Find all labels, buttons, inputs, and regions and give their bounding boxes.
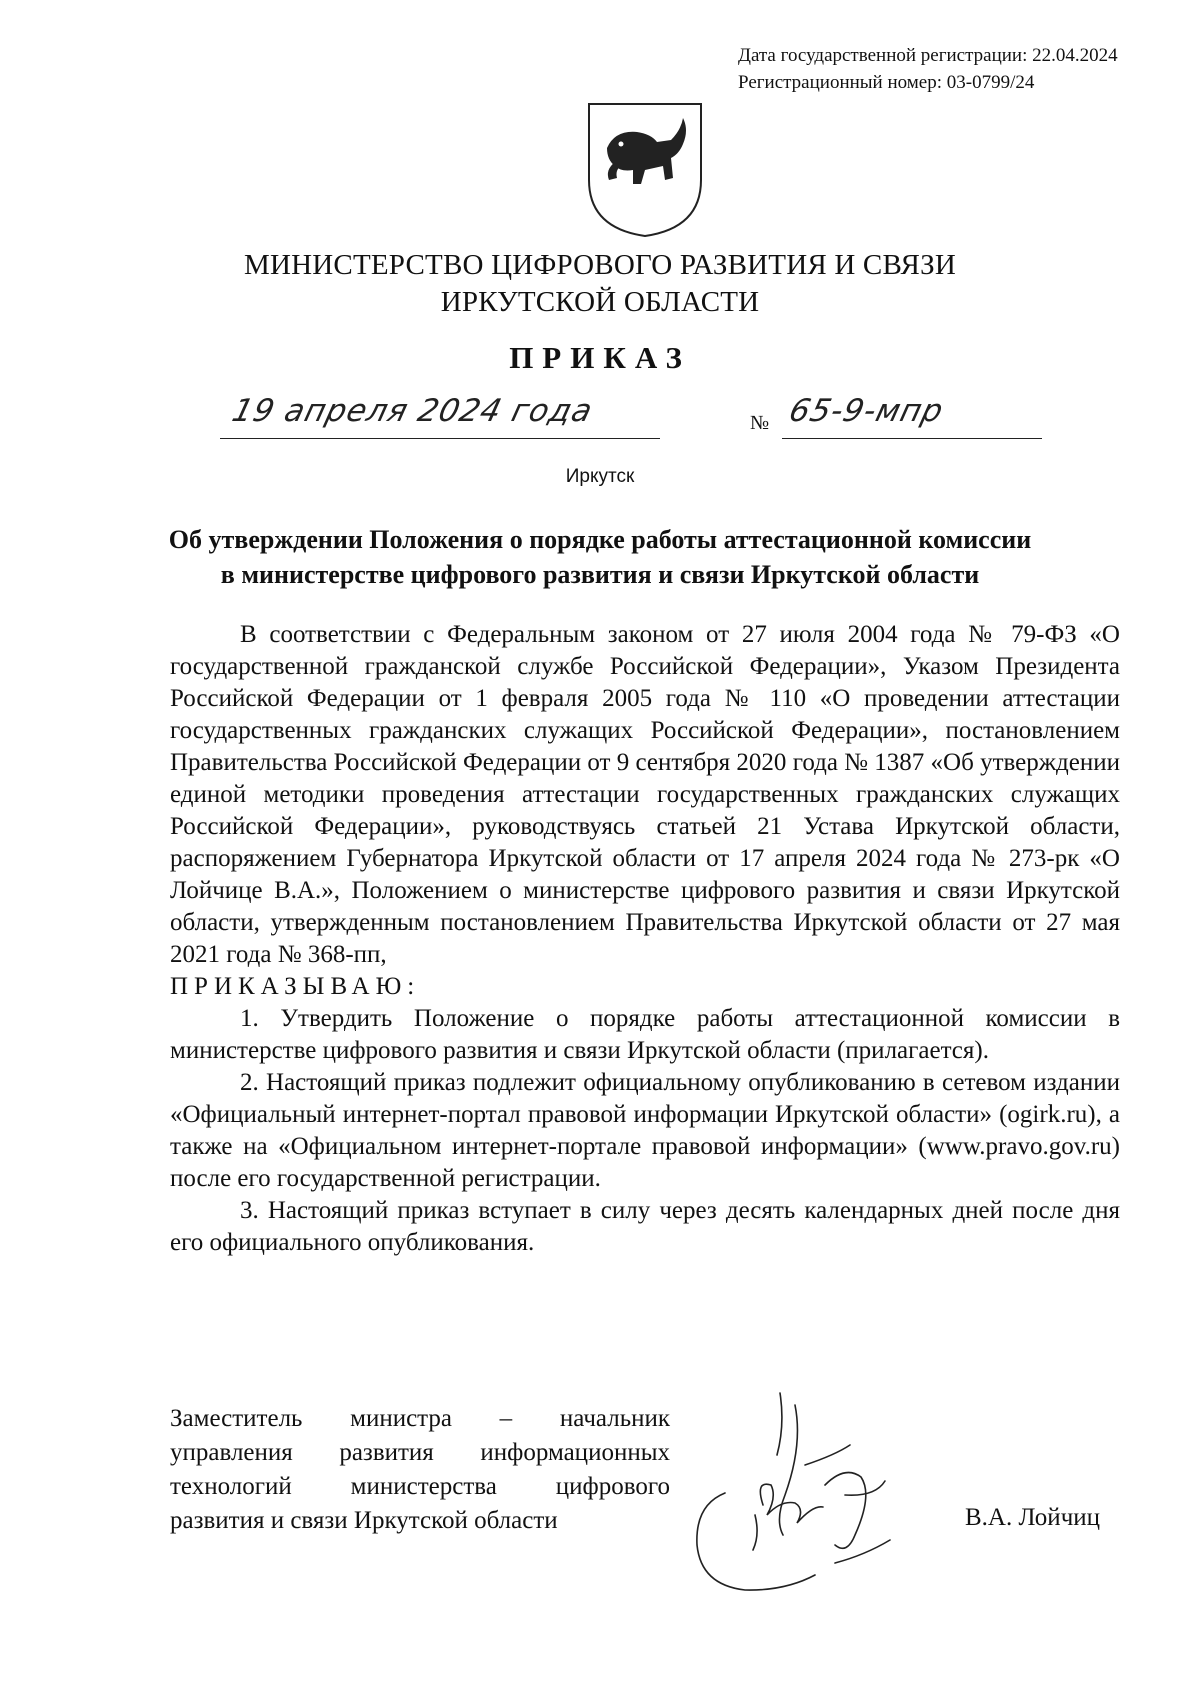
number-underline <box>782 438 1042 439</box>
city-name: Иркутск <box>565 466 635 487</box>
registration-stamp <box>738 42 1178 96</box>
number-label: № <box>750 412 770 434</box>
registration-number: Регистрационный номер: 03-0799/24 <box>738 72 1035 93</box>
signer-position <box>170 1402 670 1538</box>
signer-position-text: Заместитель министра – начальник управления развития информационных технологий министерства цифрового <box>170 1405 670 1500</box>
irkutsk-babr-coat-of-arms-icon <box>585 100 705 240</box>
command-word: ПРИКАЗЫВАЮ: <box>170 973 421 1000</box>
handwritten-number: 65-9-мпр <box>785 393 948 429</box>
handwritten-signature-icon <box>685 1385 955 1615</box>
signer-position-last: развития и связи Иркутской области <box>170 1507 558 1534</box>
ministry-name-line1: МИНИСТЕРСТВО ЦИФРОВОГО РАЗВИТИЯ И СВЯЗИ <box>244 249 956 281</box>
signer-name: В.А. Лойчиц <box>965 1504 1101 1531</box>
item-2: 2. Настоящий приказ подлежит официальному опубликованию в сетевом издании «Официальный интернет-портал правовой информации Иркутской области» (ogirk.ru), а также на «Официальном интернет-портале правовой информации» (www.pravo.gov.ru) после его государственной регистрации. <box>170 1069 1120 1192</box>
document-type-title: ПРИКАЗ <box>509 340 691 375</box>
preamble-paragraph: В соответствии с Федеральным законом от 27 июля 2004 года № 79-ФЗ «О государственной гражданской службе Российской Федерации», Указом Президента Российской Федерации от 1 февраля 2005 года № 110 «О проведении аттестации государственных гражданских служащих Российской Федерации», постановлением Правительства Российской Федерации от 9 сентября 2020 года № 1387 «Об утверждении единой методики проведения аттестации государственных гражданских служащих Российской Федерации», руководствуясь статьей 21 Устава Иркутской области, распоряжением Губернатора Иркутской области от 17 апреля 2024 года № 273-рк «О Лойчице В.А.», Положением о министерстве цифрового развития и связи Иркутской области, утвержденным постановлением Правительства Иркутской области от 27 мая 2021 года № 368-пп, <box>170 621 1120 968</box>
item-3: 3. Настоящий приказ вступает в силу через десять календарных дней после дня его официального опубликования. <box>170 1197 1120 1256</box>
document-subject <box>0 522 1200 592</box>
item-1: 1. Утвердить Положение о порядке работы аттестационной комиссии в министерстве цифрового развития и связи Иркутской области (прилагается). <box>170 1005 1120 1064</box>
document-body <box>170 619 1120 1259</box>
subject-line1: Об утверждении Положения о порядке работы аттестационной комиссии <box>168 525 1032 554</box>
ministry-name-line2: ИРКУТСКОЙ ОБЛАСТИ <box>440 286 760 318</box>
date-underline <box>220 438 660 439</box>
ministry-name <box>0 247 1200 321</box>
registration-date: Дата государственной регистрации: 22.04.2024 <box>738 45 1118 66</box>
subject-line2: в министерстве цифрового развития и связи Иркутской области <box>220 560 980 589</box>
handwritten-date: 19 апреля 2024 года <box>228 393 597 429</box>
